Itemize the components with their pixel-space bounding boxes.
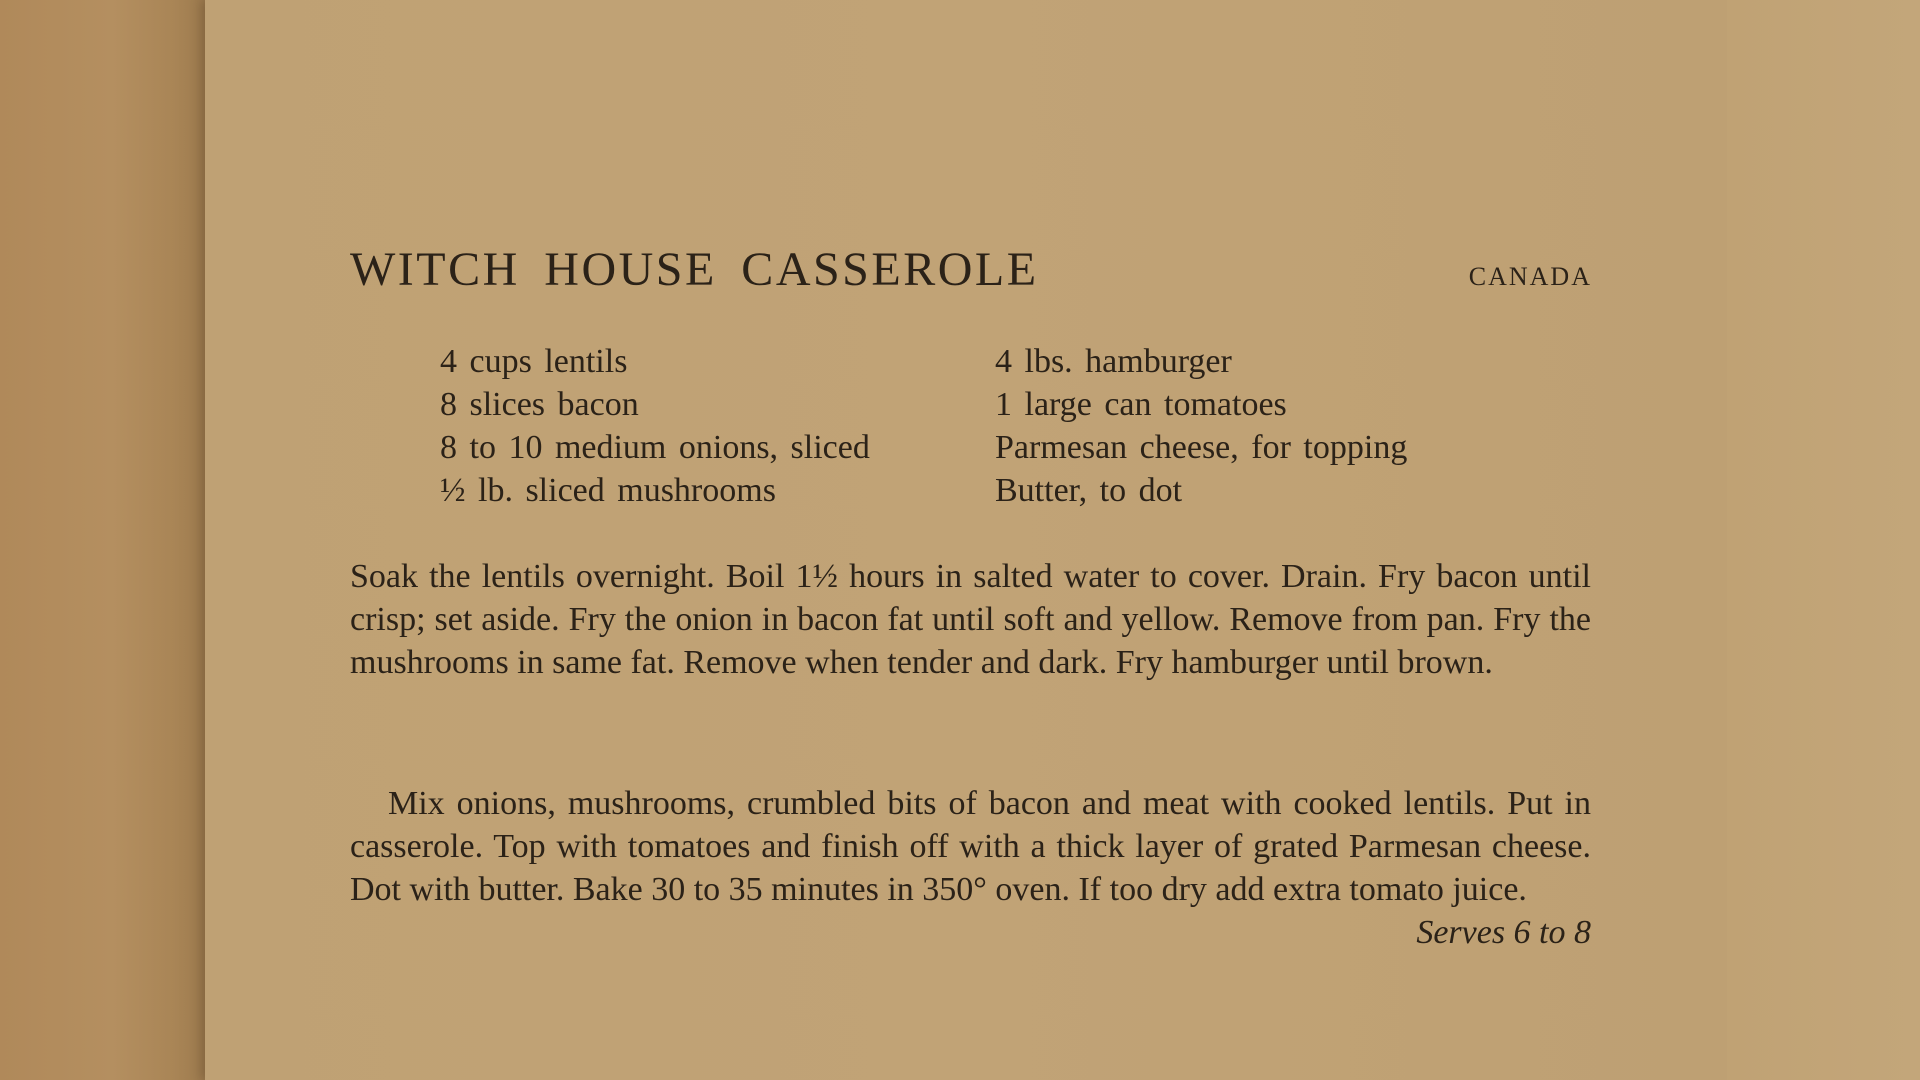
instructions-paragraph-2 [350, 782, 1591, 954]
ingredient-item: 8 slices bacon [440, 386, 639, 423]
book-left-page-edge [0, 0, 205, 1080]
serves-note: Serves 6 to 8 [1416, 914, 1591, 951]
ingredient-item: 1 large can tomatoes [995, 386, 1287, 423]
instructions-paragraph-1: Soak the lentils overnight. Boil 1½ hours in salted water to cover. Drain. Fry bacon until crisp; set aside. Fry the onion in bacon fat until soft and yellow. Remove from pan. Fry the mushrooms in same fat. Remove when tender and dark. Fry hamburger until brown. [350, 558, 1591, 681]
ingredients-right-column [995, 340, 1407, 512]
ingredient-item: Parmesan cheese, for topping [995, 429, 1408, 466]
ingredient-item: Butter, to dot [995, 472, 1183, 509]
book-right-margin [1727, 0, 1920, 1080]
ingredient-item: ½ lb. sliced mushrooms [440, 472, 776, 509]
instructions-paragraph-2-text: Mix onions, mushrooms, crumbled bits of bacon and meat with cooked lentils. Put in casserole. Top with tomatoes and finish off with a thick layer of grated Parmesan cheese. Dot with butter. Bake 30 to 35 minutes in 350° oven. If too dry add extra tomato juice. [350, 785, 1591, 908]
recipe-title: WITCH HOUSE CASSEROLE [350, 243, 1039, 296]
ingredient-item: 4 cups lentils [440, 343, 628, 380]
recipe-region: CANADA [1468, 262, 1592, 291]
ingredients-left-column [440, 340, 870, 512]
ingredient-item: 8 to 10 medium onions, sliced [440, 429, 870, 466]
ingredient-item: 4 lbs. hamburger [995, 343, 1232, 380]
